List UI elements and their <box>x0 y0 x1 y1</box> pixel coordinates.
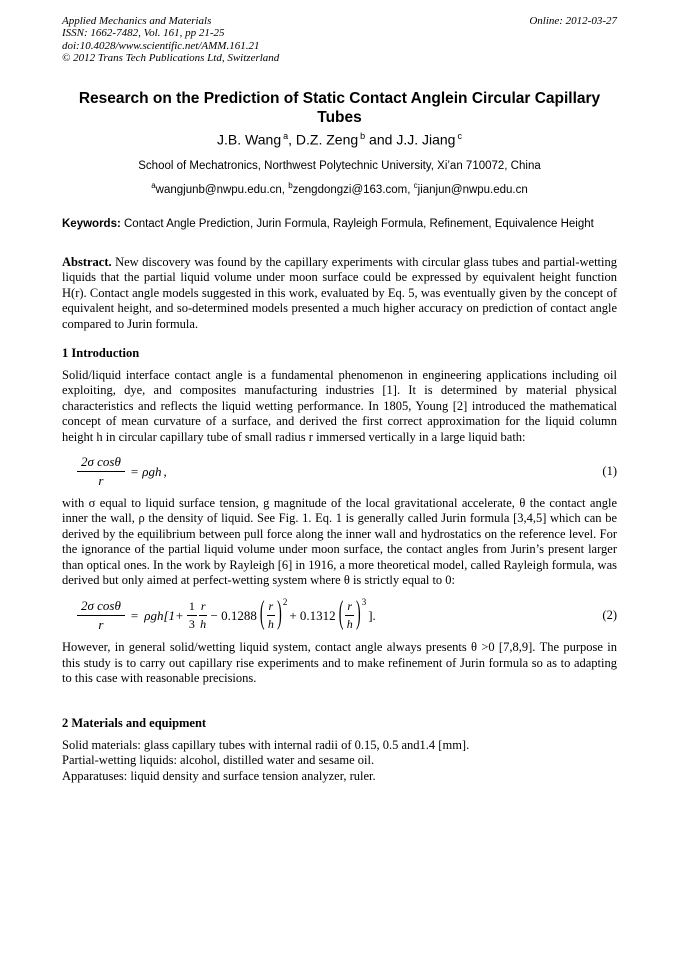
fraction-denominator: h <box>200 617 207 632</box>
email-separator: , <box>407 183 414 196</box>
email-affiliation-mark: c <box>413 180 418 190</box>
intro-paragraph-1: Solid/liquid interface contact angle is a fundamental phenomenon in engineering applications including oil exploiting, dye, and composites manufacturing industries [1]. It is determined by material physical characteristics and reflects the liquid wetting performance. In 1805, Young [2] introduced the mathematical concept of mean curvature of a surface, and derived the first correct approximation for the liquid column height h in circular capillary tube of small radius r immersed vertically in a large liquid bath: <box>62 368 617 444</box>
paper-title: Research on the Prediction of Static Contact Anglein Circular Capillary Tubes <box>78 90 601 127</box>
fraction-denominator: h <box>267 617 274 632</box>
abstract-paragraph <box>62 255 617 332</box>
equation-2-term: ρgh[1+ <box>144 607 184 623</box>
email-address: wangjunb@nwpu.edu.cn <box>155 183 282 196</box>
exponent: 3 <box>361 596 367 607</box>
fraction-numerator: 2σ cosθ <box>77 454 125 472</box>
doi-line: doi:10.4028/www.scientific.net/AMM.161.21 <box>62 39 260 52</box>
right-parenthesis: ) <box>356 597 361 633</box>
equation-1-number: (1) <box>602 464 617 479</box>
materials-line-liquids: Partial-wetting liquids: alcohol, distilled water and sesame oil. <box>62 753 375 768</box>
issn-volume-line: ISSN: 1662-7482, Vol. 161, pp 21-25 <box>62 27 225 40</box>
author-name: J.J. Jiang <box>396 131 456 148</box>
online-date: Online: 2012-03-27 <box>529 15 617 27</box>
journal-name: Applied Mechanics and Materials <box>62 15 212 27</box>
email-separator: , <box>281 183 289 196</box>
fraction-denominator: h <box>346 617 353 632</box>
equation-2-term: + 0.1312 <box>289 607 336 623</box>
fraction-denominator: r <box>98 617 104 633</box>
fraction-numerator: 2σ cosθ <box>77 598 125 616</box>
journal-info-block <box>62 15 279 64</box>
copyright-line: © 2012 Trans Tech Publications Ltd, Switzerland <box>62 51 280 64</box>
section-heading-introduction: 1 Introduction <box>62 346 140 360</box>
author-name: D.Z. Zeng <box>295 131 359 148</box>
equation-1-rhs: ρgh <box>142 463 162 479</box>
exponent: 2 <box>282 596 288 607</box>
materials-line-apparatuses: Apparatuses: liquid density and surface tension analyzer, ruler. <box>62 768 376 783</box>
fraction <box>199 599 208 632</box>
equation-1 <box>75 454 617 489</box>
abstract-label: Abstract. <box>62 254 112 269</box>
equation-1-comma: , <box>163 463 167 479</box>
journal-masthead <box>62 15 617 64</box>
fraction-denominator: 3 <box>188 617 195 632</box>
intro-paragraph-2: with σ equal to liquid surface tension, g magnitude of the local gravitational accelerate, θ the contact angle inner the wall, ρ the density of liquid. See Fig. 1. Eq. 1 is generally called Jurin formula [3,4,5] which can be derived by the equilibrium between pull force along the inner wall and hydrostatics on the reference level. For the ignorance of the partial liquid volume under moon surface, the contact angles from Jurin’s present larger than optical ones. In the work by Rayleigh [6] in 1916, a more theoretical model, called Rayleigh formula, was derived but only aimed at perfect-wetting system where θ is strictly equal to 0: <box>62 496 617 588</box>
author-separator: , <box>288 131 296 148</box>
keywords-line <box>62 217 617 231</box>
fraction <box>187 599 197 632</box>
author-emails-line <box>62 181 617 196</box>
email-affiliation-mark: b <box>288 180 293 190</box>
email-address: zengdongzi@163.com <box>292 183 408 196</box>
fraction <box>345 599 354 632</box>
equals-sign: = <box>130 607 139 623</box>
fraction-denominator: r <box>98 473 104 489</box>
keywords-text: Contact Angle Prediction, Jurin Formula, Rayleigh Formula, Refinement, Equivalence Height <box>124 217 594 230</box>
equation-2-number: (2) <box>602 608 617 623</box>
authors-line <box>62 131 617 148</box>
fraction <box>267 599 276 632</box>
left-parenthesis: ( <box>259 597 265 633</box>
equation-2 <box>75 598 617 633</box>
email-affiliation-mark: a <box>151 180 156 190</box>
author-separator: and <box>365 131 397 148</box>
author-affiliation-mark: a <box>283 131 289 142</box>
email-address: jianjun@nwpu.edu.cn <box>417 183 528 196</box>
affiliation-line: School of Mechatronics, Northwest Polytechnic University, Xi’an 710072, China <box>138 159 541 172</box>
right-parenthesis: ) <box>277 597 282 633</box>
abstract-text: New discovery was found by the capillary experiments with circular glass tubes and partial-wetting liquids that the partial liquid volume under moon surface could be expressed by equivalent height function H(r). Contact angle models suggested in this work, evaluated by Eq. 5, was eventually given by the concept of equivalent height, and so-determined models presented a much higher accuracy on prediction of contact angle compared to Jurin formula. <box>62 254 617 331</box>
materials-line-solid: Solid materials: glass capillary tubes with internal radii of 0.15, 0.5 and1.4 [mm]. <box>62 737 470 752</box>
left-parenthesis: ( <box>338 597 344 633</box>
author-affiliation-mark: c <box>457 131 462 142</box>
section-heading-materials: 2 Materials and equipment <box>62 715 207 730</box>
fraction-numerator: 1 <box>187 599 197 616</box>
fraction-numerator: r <box>267 599 276 616</box>
equals-sign: = <box>130 463 139 479</box>
fraction-numerator: r <box>345 599 354 616</box>
author-affiliation-mark: b <box>360 131 366 142</box>
fraction <box>77 598 125 633</box>
fraction-numerator: r <box>199 599 208 616</box>
fraction <box>77 454 125 489</box>
equation-2-term: − 0.1288 <box>210 607 257 623</box>
equation-2-closing: ]. <box>368 607 376 623</box>
author-name: J.B. Wang <box>217 131 282 148</box>
intro-paragraph-3: However, in general solid/wetting liquid system, contact angle always presents θ >0 [7,8,9]. The purpose in this study is to carry out capillary rise experiments and to make refinement of Jurin formula so as to adapting to this case with reasonable precisions. <box>62 640 617 686</box>
keywords-label: Keywords: <box>62 217 121 230</box>
